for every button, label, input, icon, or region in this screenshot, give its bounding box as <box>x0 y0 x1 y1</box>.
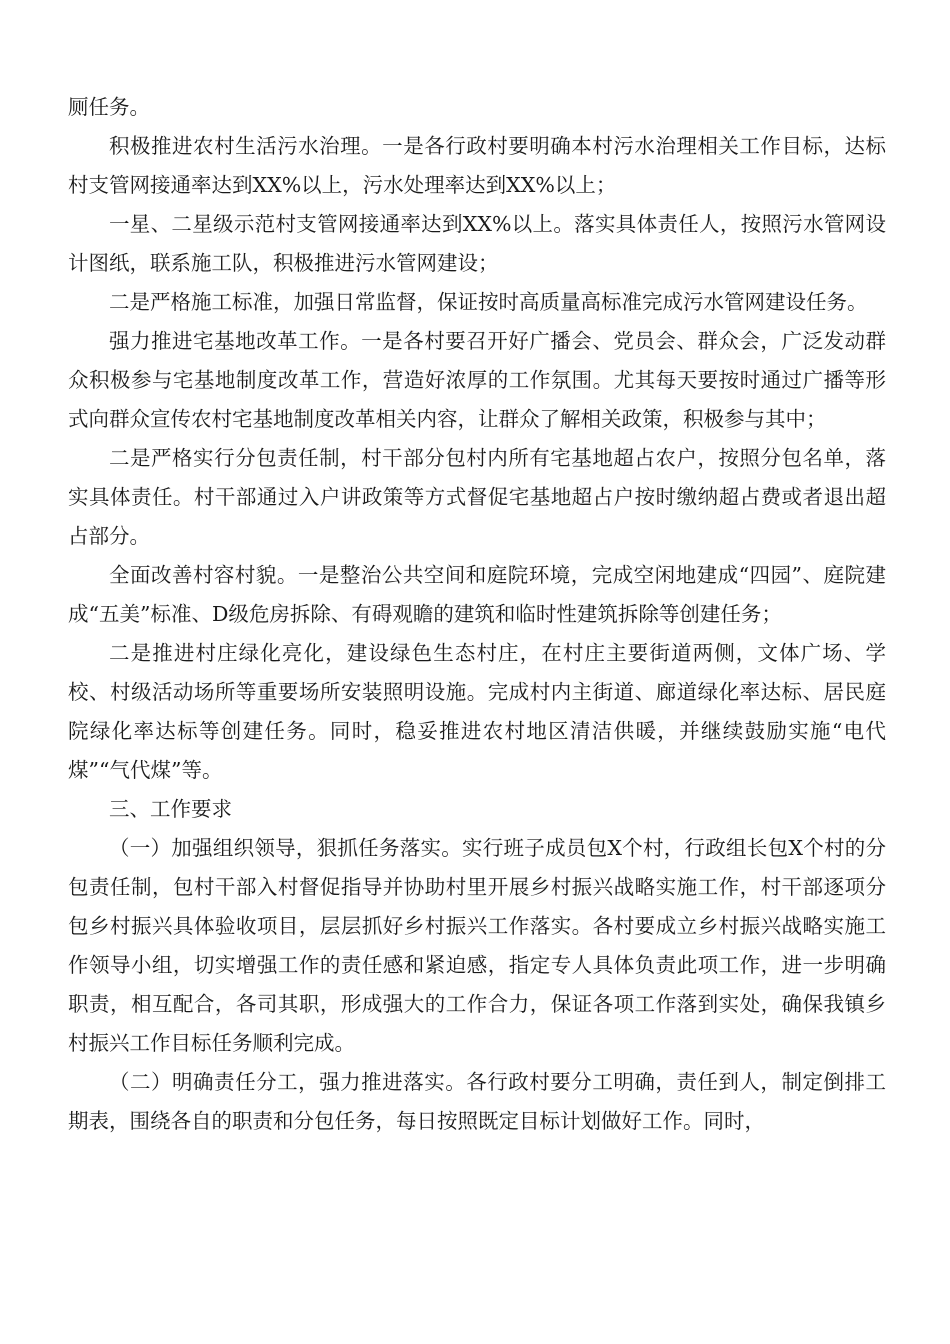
paragraph-organization-leadership: （一）加强组织领导，狠抓任务落实。实行班子成员包X个村，行政组长包X个村的分包责任制，包村干部入村督促指导并协助村里开展乡村振兴战略实施工作，村干部逐项分包乡村振兴具体验收项目，层层抓好乡村振兴工作落实。各村要成立乡村振兴战略实施工作领导小组，切实增强工作的责任感和紧迫感，指定专人具体负责此项工作，进一步明确职责，相互配合，各司其职，形成强大的工作合力，保证各项工作落到实处，确保我镇乡村振兴工作目标任务顺利完成。 <box>68 836 886 1055</box>
section-heading-work-requirements: 三、工作要求 <box>109 797 232 821</box>
paragraph-sewage-treatment: 积极推进农村生活污水治理。一是各行政村要明确本村污水治理相关工作目标，达标村支管网接通率达到XX%以上，污水处理率达到XX%以上； <box>68 134 886 197</box>
paragraph-responsibility-division: （二）明确责任分工，强力推进落实。各行政村要分工明确，责任到人，制定倒排工期表，围绕各自的职责和分包任务，每日按照既定目标计划做好工作。同时， <box>68 1070 886 1133</box>
paragraph-responsibility-system: 二是严格实行分包责任制，村干部分包村内所有宅基地超占农户，按照分包名单，落实具体责任。村干部通过入户讲政策等方式督促宅基地超占户按时缴纳超占费或者退出超占部分。 <box>68 446 886 548</box>
paragraph-continuation: 厕任务。 <box>68 95 150 119</box>
document-body <box>68 88 886 1141</box>
paragraph-homestead-reform: 强力推进宅基地改革工作。一是各村要召开好广播会、党员会、群众会，广泛发动群众积极参与宅基地制度改革工作，营造好浓厚的工作氛围。尤其每天要按时通过广播等形式向群众宣传农村宅基地制度改革相关内容，让群众了解相关政策，积极参与其中； <box>68 329 886 431</box>
paragraph-greening-lighting: 二是推进村庄绿化亮化，建设绿色生态村庄，在村庄主要街道两侧，文体广场、学校、村级活动场所等重要场所安装照明设施。完成村内主街道、廊道绿化率达标、居民庭院绿化率达标等创建任务。同时，稳妥推进农村地区清洁供暖，并继续鼓励实施“电代煤”“气代煤”等。 <box>68 641 886 782</box>
paragraph-construction-standard: 二是严格施工标准，加强日常监督，保证按时高质量高标准完成污水管网建设任务。 <box>109 290 868 314</box>
paragraph-star-village: 一星、二星级示范村支管网接通率达到XX%以上。落实具体责任人，按照污水管网设计图纸，联系施工队，积极推进污水管网建设； <box>68 212 886 275</box>
paragraph-village-appearance: 全面改善村容村貌。一是整治公共空间和庭院环境，完成空闲地建成“四园”、庭院建成“五美”标准、D级危房拆除、有碍观瞻的建筑和临时性建筑拆除等创建任务； <box>68 563 886 626</box>
